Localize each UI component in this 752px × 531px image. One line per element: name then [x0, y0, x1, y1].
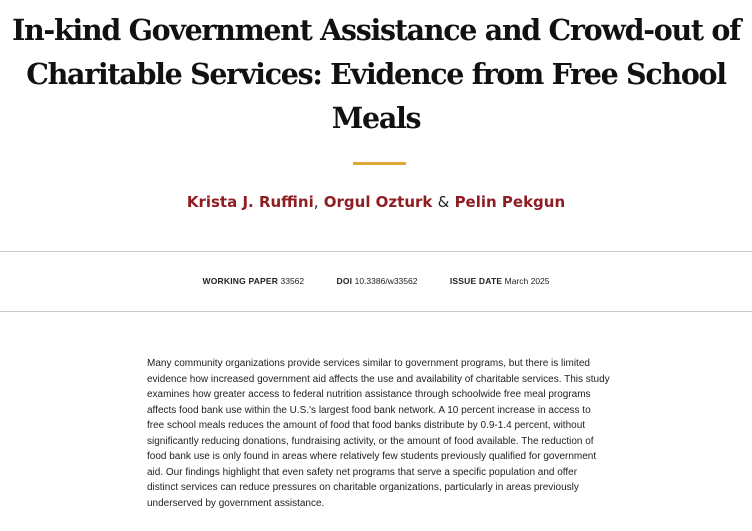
working-paper-number — [202, 276, 304, 286]
meta-label: ISSUE DATE — [449, 276, 503, 286]
meta-label: WORKING PAPER — [202, 276, 279, 286]
paper-meta-bar — [0, 276, 752, 286]
title-accent-rule — [353, 162, 406, 165]
author-separator: & — [437, 193, 450, 211]
meta-value: 10.3386/w33562 — [354, 276, 418, 286]
author-link[interactable]: Pelin Pekgun — [454, 193, 566, 211]
divider-bottom — [0, 311, 752, 312]
author-separator: , — [313, 193, 319, 211]
issue-date — [450, 276, 550, 286]
divider-top — [0, 251, 752, 252]
meta-value: 33562 — [280, 276, 305, 286]
abstract-text: Many community organizations provide services similar to government programs, but there is limited evidence how increased government aid affects the use and availability of charitable services. This study examines how greater access to federal nutrition assistance through schoolwide free meal programs affects food bank use within the U.S.'s largest food bank network. A 10 percent increase in access to free school meals reduces the amount of food that food banks distribute by 0.9-1.4 percent, without significantly reducing donations, fundraising activity, or the amount of food available. The reduction of food bank use is only found in areas where relatively few students previously qualified for government aid. Our findings highlight that even safety net programs that serve a specific population and offer distinct services can reduce pressures on charitable organizations, particularly in areas previously underserved by government assistance. — [147, 358, 610, 509]
meta-value: March 2025 — [504, 276, 550, 286]
author-list — [0, 193, 752, 211]
page-title: In-kind Government Assistance and Crowd-out of Charitable Services: Evidence from Free School Meals — [11, 13, 741, 135]
author-link[interactable]: Orgul Ozturk — [323, 193, 433, 211]
doi — [337, 276, 418, 286]
author-link[interactable]: Krista J. Ruffini — [186, 193, 314, 211]
meta-label: DOI — [336, 276, 353, 286]
